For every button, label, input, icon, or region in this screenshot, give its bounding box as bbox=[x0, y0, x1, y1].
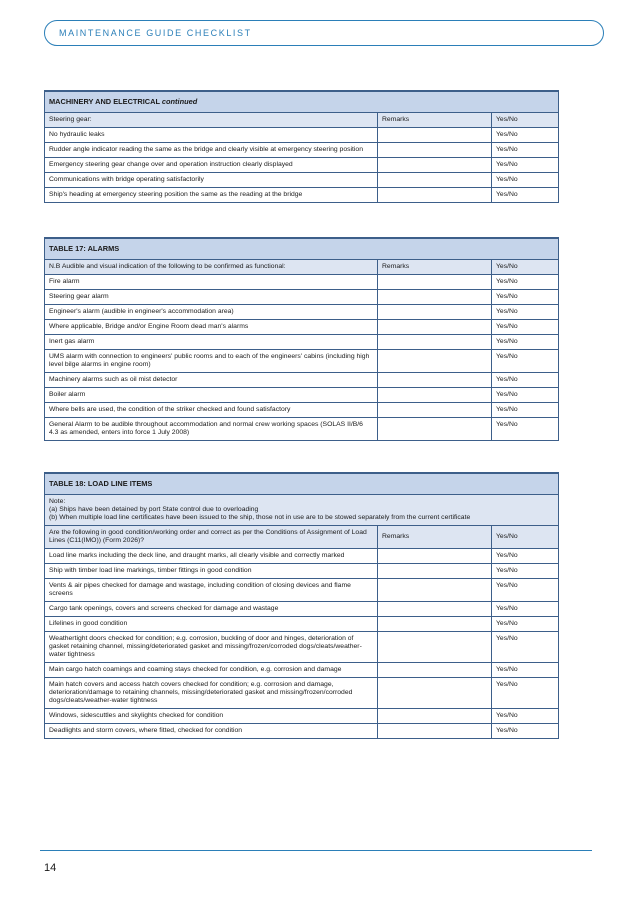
table-row bbox=[45, 579, 559, 602]
yes-no-cell[interactable]: Yes/No bbox=[492, 350, 559, 373]
table-row bbox=[45, 373, 559, 388]
yes-no-cell[interactable]: Yes/No bbox=[492, 388, 559, 403]
table-row bbox=[45, 388, 559, 403]
remarks-cell[interactable] bbox=[378, 188, 492, 203]
row-item: Engineer's alarm (audible in engineer's accommodation area) bbox=[45, 305, 378, 320]
remarks-cell[interactable] bbox=[378, 549, 492, 564]
table-title: TABLE 17: ALARMS bbox=[45, 238, 559, 260]
table-row bbox=[45, 335, 559, 350]
machinery-table bbox=[44, 90, 559, 203]
table-row bbox=[45, 128, 559, 143]
yes-no-cell[interactable]: Yes/No bbox=[492, 617, 559, 632]
yes-no-cell[interactable]: Yes/No bbox=[492, 678, 559, 709]
table-row bbox=[45, 403, 559, 418]
table-header-row bbox=[45, 260, 559, 275]
yes-no-cell[interactable]: Yes/No bbox=[492, 188, 559, 203]
table-title-row bbox=[45, 473, 559, 495]
yes-no-cell[interactable]: Yes/No bbox=[492, 143, 559, 158]
row-item: Communications with bridge operating satisfactorily bbox=[45, 173, 378, 188]
row-item: Fire alarm bbox=[45, 275, 378, 290]
remarks-cell[interactable] bbox=[378, 320, 492, 335]
table-row bbox=[45, 143, 559, 158]
note-label: Note: bbox=[49, 498, 66, 505]
table-row bbox=[45, 173, 559, 188]
remarks-cell[interactable] bbox=[378, 143, 492, 158]
row-item: Machinery alarms such as oil mist detector bbox=[45, 373, 378, 388]
yes-no-cell[interactable]: Yes/No bbox=[492, 320, 559, 335]
remarks-cell[interactable] bbox=[378, 617, 492, 632]
table-title-row bbox=[45, 238, 559, 260]
row-item: Cargo tank openings, covers and screens checked for damage and wastage bbox=[45, 602, 378, 617]
yes-no-cell[interactable]: Yes/No bbox=[492, 373, 559, 388]
table-title-row bbox=[45, 91, 559, 113]
row-item: Emergency steering gear change over and operation instruction clearly displayed bbox=[45, 158, 378, 173]
remarks-cell[interactable] bbox=[378, 373, 492, 388]
table-row bbox=[45, 632, 559, 663]
alarms-table bbox=[44, 237, 559, 441]
column-header-item: Steering gear: bbox=[45, 113, 378, 128]
row-item: Main hatch covers and access hatch covers checked for condition; e.g. corrosion and damage, deterioration/damage to retaining channels, missing/deteriorated gasket and missing/frozen/corroded dogs/cleats/weather-water tightness bbox=[45, 678, 378, 709]
remarks-cell[interactable] bbox=[378, 579, 492, 602]
table-header-row bbox=[45, 526, 559, 549]
column-header-item: N.B Audible and visual indication of the following to be confirmed as functional: bbox=[45, 260, 378, 275]
yes-no-cell[interactable]: Yes/No bbox=[492, 709, 559, 724]
table-row bbox=[45, 158, 559, 173]
row-item: No hydraulic leaks bbox=[45, 128, 378, 143]
row-item: Boiler alarm bbox=[45, 388, 378, 403]
column-header-yesno: Yes/No bbox=[492, 260, 559, 275]
footer-divider bbox=[40, 850, 592, 851]
yes-no-cell[interactable]: Yes/No bbox=[492, 275, 559, 290]
row-item: Weathertight doors checked for condition; e.g. corrosion, buckling of door and hinges, deterioration of gasket retaining channel, missing/deteriorated gasket and missing/frozen/corroded dogs/cleats/weather-water tightness bbox=[45, 632, 378, 663]
column-header-remarks: Remarks bbox=[378, 526, 492, 549]
yes-no-cell[interactable]: Yes/No bbox=[492, 403, 559, 418]
yes-no-cell[interactable]: Yes/No bbox=[492, 305, 559, 320]
row-item: Windows, sidescuttles and skylights checked for condition bbox=[45, 709, 378, 724]
column-header-remarks: Remarks bbox=[378, 113, 492, 128]
table-title: TABLE 18: LOAD LINE ITEMS bbox=[45, 473, 559, 495]
row-item: Ship with timber load line markings, timber fittings in good condition bbox=[45, 564, 378, 579]
yes-no-cell[interactable]: Yes/No bbox=[492, 173, 559, 188]
table-title: MACHINERY AND ELECTRICAL continued bbox=[45, 91, 559, 113]
remarks-cell[interactable] bbox=[378, 709, 492, 724]
remarks-cell[interactable] bbox=[378, 678, 492, 709]
column-header-remarks: Remarks bbox=[378, 260, 492, 275]
remarks-cell[interactable] bbox=[378, 275, 492, 290]
row-item: UMS alarm with connection to engineers' public rooms and to each of the engineers' cabins (including high level bilge alarms in engine room) bbox=[45, 350, 378, 373]
row-item: Load line marks including the deck line, and draught marks, all clearly visible and correctly marked bbox=[45, 549, 378, 564]
table-row bbox=[45, 709, 559, 724]
note-cell bbox=[45, 495, 559, 526]
yes-no-cell[interactable]: Yes/No bbox=[492, 579, 559, 602]
yes-no-cell[interactable]: Yes/No bbox=[492, 335, 559, 350]
row-item: Rudder angle indicator reading the same as the bridge and clearly visible at emergency steering position bbox=[45, 143, 378, 158]
note-b: (b) When multiple load line certificates have been issued to the ship, those not in use are to be stowed separately from the current certificate bbox=[49, 514, 471, 521]
table-row bbox=[45, 320, 559, 335]
table-row bbox=[45, 418, 559, 441]
row-item: Deadlights and storm covers, where fitted, checked for condition bbox=[45, 724, 378, 739]
remarks-cell[interactable] bbox=[378, 663, 492, 678]
table-row bbox=[45, 678, 559, 709]
yes-no-cell[interactable]: Yes/No bbox=[492, 128, 559, 143]
remarks-cell[interactable] bbox=[378, 564, 492, 579]
table-row bbox=[45, 663, 559, 678]
remarks-cell[interactable] bbox=[378, 418, 492, 441]
yes-no-cell[interactable]: Yes/No bbox=[492, 158, 559, 173]
yes-no-cell[interactable]: Yes/No bbox=[492, 663, 559, 678]
row-item: Vents & air pipes checked for damage and wastage, including condition of closing devices and flame screens bbox=[45, 579, 378, 602]
remarks-cell[interactable] bbox=[378, 305, 492, 320]
loadline-table bbox=[44, 472, 559, 739]
table-row bbox=[45, 188, 559, 203]
table-row bbox=[45, 564, 559, 579]
remarks-cell[interactable] bbox=[378, 290, 492, 305]
remarks-cell[interactable] bbox=[378, 128, 492, 143]
remarks-cell[interactable] bbox=[378, 632, 492, 663]
yes-no-cell[interactable]: Yes/No bbox=[492, 724, 559, 739]
table-row bbox=[45, 602, 559, 617]
document-title: MAINTENANCE GUIDE CHECKLIST bbox=[59, 28, 252, 38]
header-banner bbox=[44, 20, 604, 46]
remarks-cell[interactable] bbox=[378, 173, 492, 188]
table-row bbox=[45, 724, 559, 739]
yes-no-cell[interactable]: Yes/No bbox=[492, 602, 559, 617]
yes-no-cell[interactable]: Yes/No bbox=[492, 290, 559, 305]
row-item: Main cargo hatch coamings and coaming stays checked for condition, e.g. corrosion and damage bbox=[45, 663, 378, 678]
remarks-cell[interactable] bbox=[378, 335, 492, 350]
row-item: General Alarm to be audible throughout accommodation and normal crew working spaces (SOLAS II/B/6 4.3 as amended, enters into force 1 July 2008) bbox=[45, 418, 378, 441]
row-item: Where applicable, Bridge and/or Engine Room dead man's alarms bbox=[45, 320, 378, 335]
row-item: Lifelines in good condition bbox=[45, 617, 378, 632]
column-header-yesno: Yes/No bbox=[492, 526, 559, 549]
remarks-cell[interactable] bbox=[378, 158, 492, 173]
yes-no-cell[interactable]: Yes/No bbox=[492, 549, 559, 564]
column-header-yesno: Yes/No bbox=[492, 113, 559, 128]
table-row bbox=[45, 275, 559, 290]
column-header-item: Are the following in good condition/working order and correct as per the Conditions of Assignment of Load Lines (C11(IMO)) (Form 2026)? bbox=[45, 526, 378, 549]
page-number: 14 bbox=[44, 862, 57, 874]
table-header-row bbox=[45, 113, 559, 128]
yes-no-cell[interactable]: Yes/No bbox=[492, 418, 559, 441]
yes-no-cell[interactable]: Yes/No bbox=[492, 564, 559, 579]
remarks-cell[interactable] bbox=[378, 350, 492, 373]
note-row bbox=[45, 495, 559, 526]
note-a: (a) Ships have been detained by port State control due to overloading bbox=[49, 506, 259, 513]
row-item: Where bells are used, the condition of the striker checked and found satisfactory bbox=[45, 403, 378, 418]
table-row bbox=[45, 549, 559, 564]
table-row bbox=[45, 305, 559, 320]
row-item: Inert gas alarm bbox=[45, 335, 378, 350]
remarks-cell[interactable] bbox=[378, 388, 492, 403]
row-item: Steering gear alarm bbox=[45, 290, 378, 305]
table-row bbox=[45, 350, 559, 373]
row-item: Ship's heading at emergency steering position the same as the reading at the bridge bbox=[45, 188, 378, 203]
yes-no-cell[interactable]: Yes/No bbox=[492, 632, 559, 663]
table-row bbox=[45, 617, 559, 632]
table-row bbox=[45, 290, 559, 305]
remarks-cell[interactable] bbox=[378, 403, 492, 418]
remarks-cell[interactable] bbox=[378, 724, 492, 739]
remarks-cell[interactable] bbox=[378, 602, 492, 617]
